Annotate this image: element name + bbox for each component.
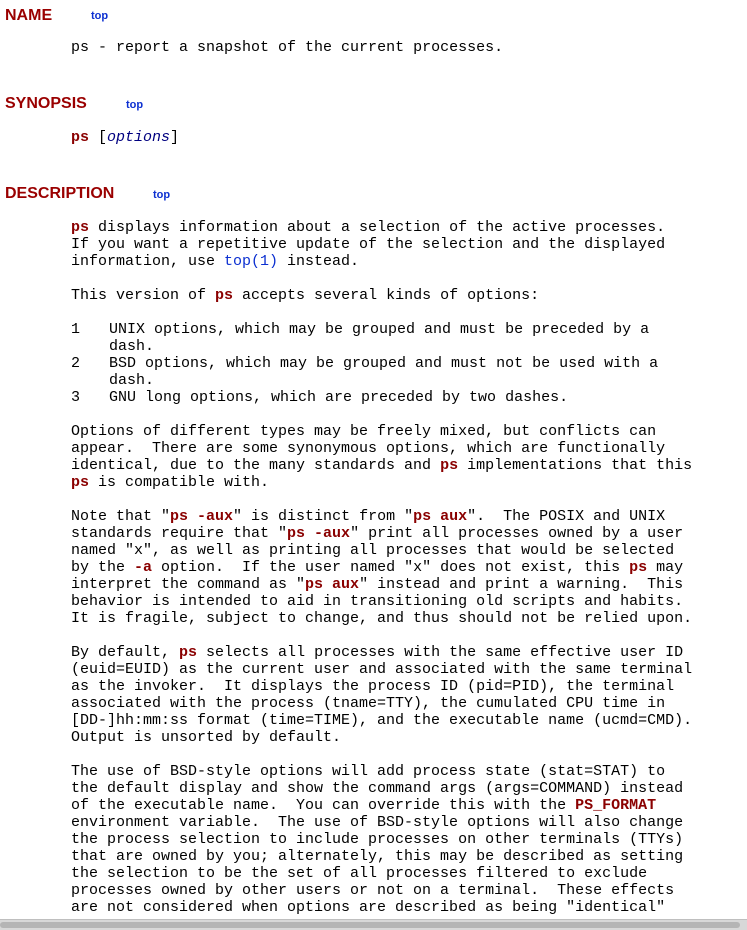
desc-p4-line4 [71, 559, 683, 576]
desc-p6-line7: the selection to be the set of all processes filtered to exclude [71, 865, 648, 882]
name-cmd: ps [71, 39, 90, 56]
desc-text: displays information about a selection of the active processes. [89, 219, 666, 236]
desc-text: standards require that " [71, 525, 288, 542]
desc-cmd-ps-aux-dash: ps -aux [170, 508, 234, 525]
desc-text: selects all processes with the same effective user ID [197, 644, 684, 661]
desc-text: ". The POSIX and UNIX [467, 508, 666, 525]
synopsis-heading: SYNOPSIS [5, 95, 87, 112]
desc-text: " instead and print a warning. This [359, 576, 684, 593]
desc-cmd-ps-aux-dash: ps -aux [287, 525, 351, 542]
desc-p4-line3: named "x", as well as printing all processes that would be selected [71, 542, 675, 559]
desc-text: is compatible with. [89, 474, 270, 491]
desc-p6-line3 [71, 797, 656, 814]
desc-p4-line2 [71, 525, 683, 542]
desc-p1-line1 [71, 219, 665, 236]
desc-p5-line6: Output is unsorted by default. [71, 729, 342, 746]
synopsis-options-arg: options [107, 129, 171, 146]
name-text: - report a snapshot of the current processes. [89, 39, 504, 56]
desc-p6-line6: that are owned by you; alternately, this may be described as setting [71, 848, 684, 865]
list-item-text: dash. [109, 372, 155, 389]
desc-cmd-ps-aux: ps aux [413, 508, 468, 525]
desc-p6-line9: are not considered when options are described as being "identical" [71, 899, 666, 916]
desc-p4-line5 [71, 576, 683, 593]
list-item-number: 2 [71, 355, 81, 372]
desc-p5-line5: [DD-]hh:mm:ss format (time=TIME), and the executable name (ucmd=CMD). [71, 712, 693, 729]
name-line [71, 39, 503, 56]
desc-text: By default, [71, 644, 180, 661]
synopsis-top-link[interactable]: top [126, 99, 144, 111]
desc-opt-a: -a [134, 559, 153, 576]
desc-text: may [647, 559, 684, 576]
synopsis-cmd: ps [71, 129, 90, 146]
list-item-text: dash. [109, 338, 155, 355]
synopsis-open: [ [89, 129, 108, 146]
desc-p5-line2: (euid=EUID) as the current user and associated with the same terminal [71, 661, 693, 678]
desc-p4-line7: It is fragile, subject to change, and thus should not be relied upon. [71, 610, 693, 627]
desc-p6-line8: processes owned by other users or not on a terminal. These effects [71, 882, 675, 899]
desc-p1-line2: If you want a repetitive update of the selection and the displayed [71, 236, 666, 253]
desc-p6-line4: environment variable. The use of BSD-style options will also change [71, 814, 684, 831]
desc-p2-line1 [71, 287, 539, 304]
desc-p5-line4: associated with the process (tname=TTY), the cumulated CPU time in [71, 695, 666, 712]
desc-text: " is distinct from " [233, 508, 414, 525]
desc-cmd-ps: ps [71, 219, 90, 236]
scrollbar-thumb[interactable] [0, 922, 740, 928]
desc-p5-line1 [71, 644, 683, 661]
desc-cmd-ps: ps [179, 644, 198, 661]
desc-cmd-ps-aux: ps aux [305, 576, 360, 593]
desc-cmd-ps: ps [215, 287, 234, 304]
desc-p4-line6: behavior is intended to aid in transitioning old scripts and habits. [71, 593, 684, 610]
desc-cmd-ps: ps [71, 474, 90, 491]
desc-text: accepts several kinds of options: [233, 287, 540, 304]
desc-p6-line5: the process selection to include processes on other terminals (TTYs) [71, 831, 684, 848]
desc-p3-line2: appear. There are some synonymous options, which are functionally [71, 440, 666, 457]
desc-text: option. If the user named "x" does not exist, this [152, 559, 630, 576]
name-heading: NAME [5, 7, 53, 24]
desc-text: information, use [71, 253, 225, 270]
desc-text: identical, due to the many standards and [71, 457, 441, 474]
desc-text: " print all processes owned by a user [350, 525, 684, 542]
list-item-text: GNU long options, which are preceded by two dashes. [109, 389, 569, 406]
desc-p3-line4 [71, 474, 269, 491]
list-item-text: UNIX options, which may be grouped and must be preceded by a [109, 321, 650, 338]
desc-p6-line2: the default display and show the command args (args=COMMAND) instead [71, 780, 684, 797]
desc-p5-line3: as the invoker. It displays the process ID (pid=PID), the terminal [71, 678, 675, 695]
desc-cmd-ps: ps [629, 559, 648, 576]
desc-text: This version of [71, 287, 216, 304]
list-item-text: BSD options, which may be grouped and must not be used with a [109, 355, 659, 372]
desc-text: instead. [278, 253, 360, 270]
desc-p3-line1: Options of different types may be freely mixed, but conflicts can [71, 423, 657, 440]
desc-p3-line3 [71, 457, 692, 474]
desc-env-ps-format: PS_FORMAT [575, 797, 657, 814]
description-top-link[interactable]: top [153, 189, 171, 201]
list-item-number: 1 [71, 321, 81, 338]
description-heading: DESCRIPTION [5, 185, 115, 202]
top-manpage-link[interactable]: top(1) [224, 253, 279, 270]
desc-text: interpret the command as " [71, 576, 306, 593]
desc-p6-line1: The use of BSD-style options will add process state (stat=STAT) to [71, 763, 666, 780]
desc-cmd-ps: ps [440, 457, 459, 474]
list-item-number: 3 [71, 389, 81, 406]
horizontal-scrollbar[interactable] [0, 919, 747, 930]
desc-text: Note that " [71, 508, 171, 525]
desc-text: implementations that this [458, 457, 693, 474]
desc-text: of the executable name. You can override this with the [71, 797, 576, 814]
desc-p1-line3 [71, 253, 359, 270]
desc-text: by the [71, 559, 135, 576]
name-top-link[interactable]: top [91, 10, 109, 22]
synopsis-line [71, 129, 179, 146]
synopsis-close: ] [170, 129, 180, 146]
desc-p4-line1 [71, 508, 665, 525]
